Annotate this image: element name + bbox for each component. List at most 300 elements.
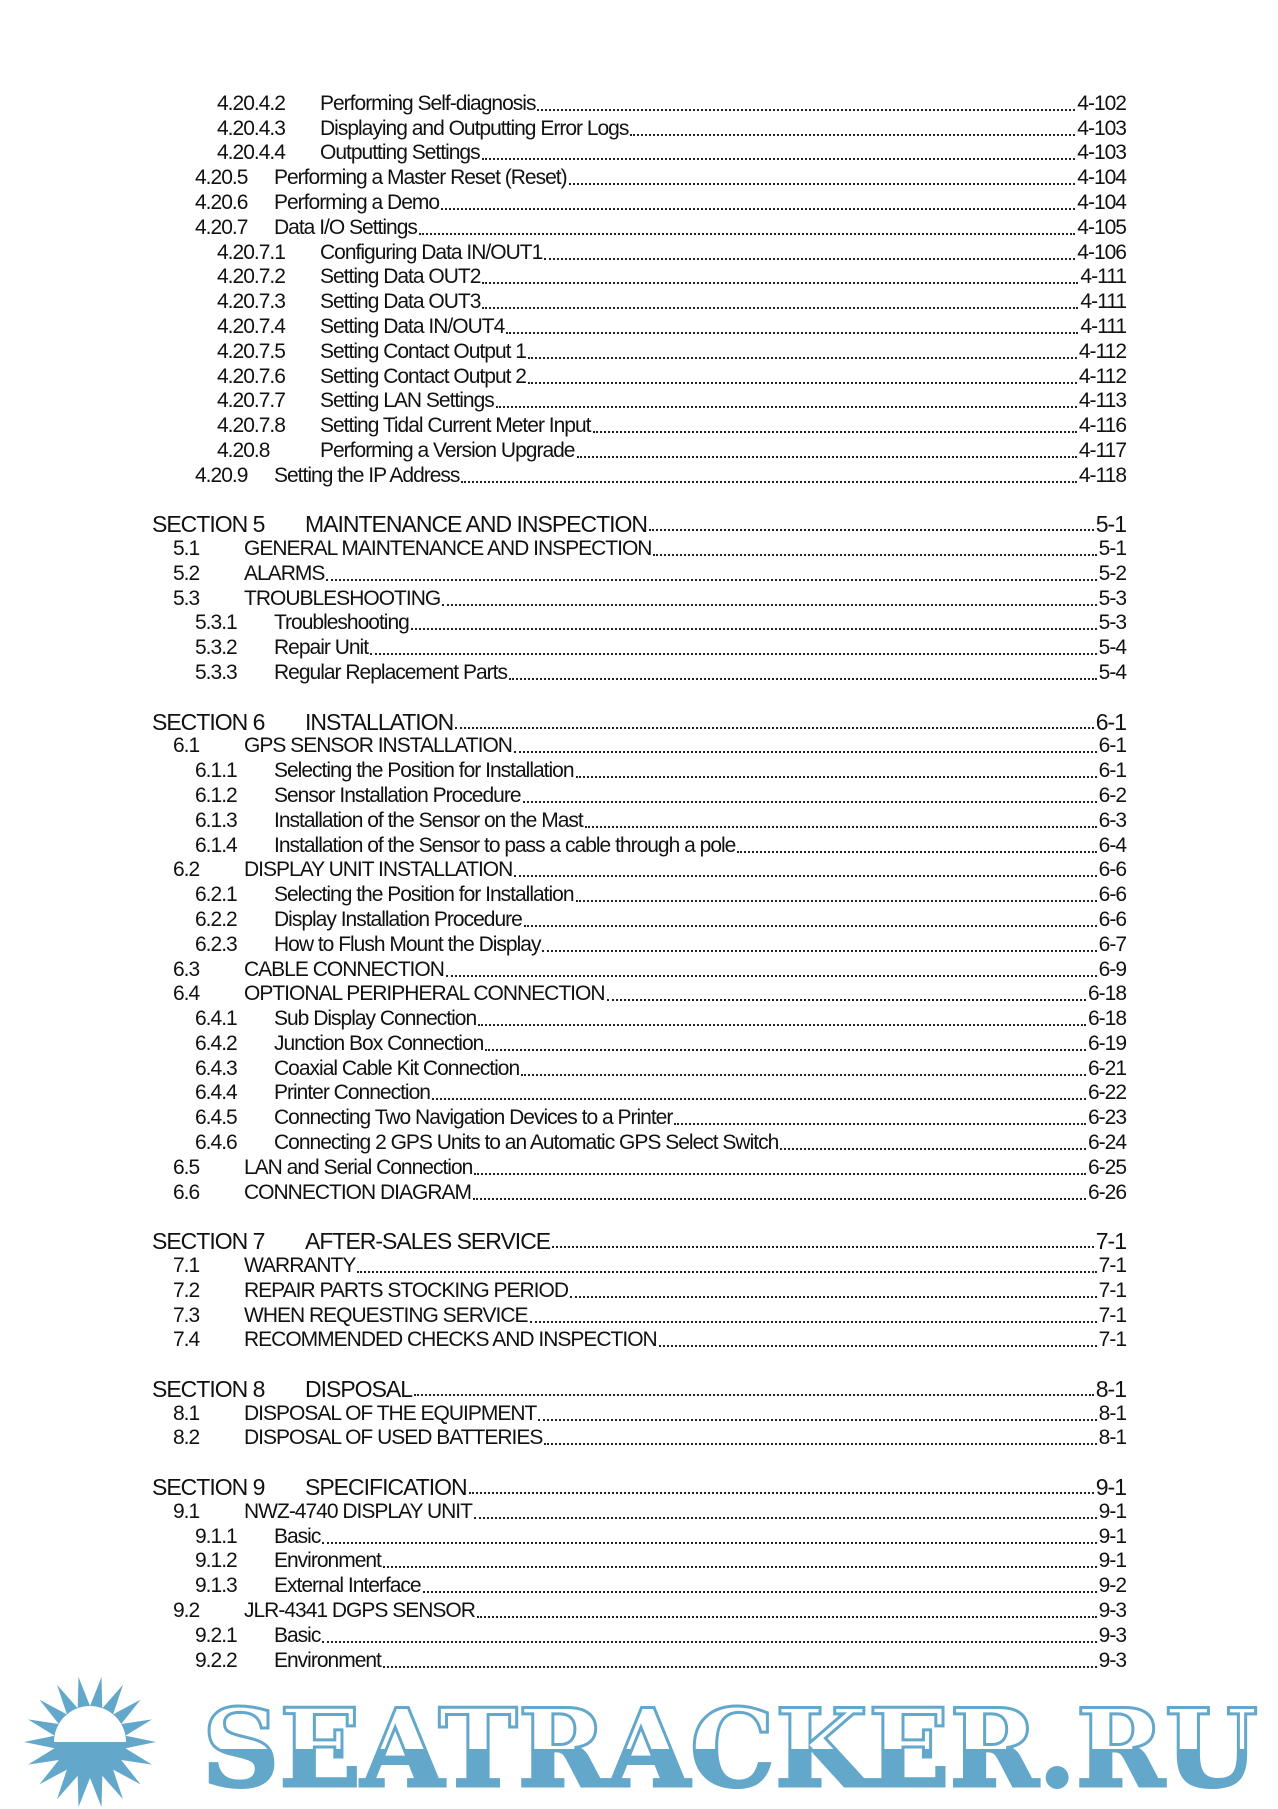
entry-page: 6-19 <box>1087 1031 1126 1055</box>
entry-number: 4.20.7.4 <box>217 314 285 338</box>
dot-leader <box>537 109 1075 111</box>
dot-leader <box>542 950 1096 952</box>
entry-title: How to Flush Mount the Display <box>274 932 541 956</box>
dot-leader <box>473 1198 1086 1200</box>
watermark-text: SEATRACKER.RU <box>202 1686 1258 1809</box>
entry-title: Setting Contact Output 1 <box>320 339 526 363</box>
entry-page: 9-1 <box>1098 1524 1126 1548</box>
entry-title: Performing a Version Upgrade <box>320 438 575 462</box>
toc-entry[interactable] <box>0 313 1278 338</box>
toc-entry[interactable] <box>0 881 1278 906</box>
toc-section-group <box>0 707 1278 1204</box>
entry-title: Selecting the Position for Installation <box>274 759 574 783</box>
toc-entry[interactable] <box>0 288 1278 313</box>
entry-title: Display Installation Procedure <box>274 907 522 931</box>
dot-leader <box>585 826 1097 828</box>
entry-page: 4-104 <box>1077 166 1126 190</box>
dot-leader <box>322 1542 1096 1544</box>
entry-page: 8-1 <box>1098 1426 1126 1450</box>
dot-leader <box>411 628 1097 630</box>
entry-number: 6.4.1 <box>195 1007 237 1031</box>
toc-entry[interactable] <box>0 535 1278 560</box>
entry-page: 4-113 <box>1078 389 1126 413</box>
toc-entry[interactable] <box>0 807 1278 832</box>
entry-page: 5-2 <box>1098 561 1126 585</box>
entry-page: 4-116 <box>1078 414 1126 438</box>
entry-number: 4.20.7.7 <box>217 389 285 413</box>
entry-page: 7-1 <box>1095 1228 1126 1255</box>
toc-entry[interactable] <box>0 1104 1278 1129</box>
toc-entry[interactable] <box>0 1425 1278 1450</box>
entry-title: CONNECTION DIAGRAM <box>244 1180 472 1204</box>
toc-entry[interactable] <box>0 338 1278 363</box>
entry-title: RECOMMENDED CHECKS AND INSPECTION <box>244 1328 657 1352</box>
entry-number: 6.4.2 <box>195 1031 237 1055</box>
toc-entry[interactable] <box>0 1252 1278 1277</box>
entry-title: LAN and Serial Connection <box>244 1155 473 1179</box>
entry-number: 6.6 <box>173 1180 200 1204</box>
dot-leader <box>538 1419 1096 1421</box>
dot-leader <box>521 1074 1086 1076</box>
entry-number: 4.20.7.6 <box>217 364 285 388</box>
dot-leader <box>524 925 1097 927</box>
entry-number: 9.1.2 <box>195 1549 237 1573</box>
entry-page: 5-4 <box>1098 636 1126 660</box>
toc-entry[interactable] <box>0 437 1278 462</box>
entry-title: Installation of the Sensor on the Mast <box>274 808 583 832</box>
entry-page: 6-6 <box>1098 907 1126 931</box>
entry-page: 6-22 <box>1087 1081 1126 1105</box>
entry-number: 6.2 <box>173 858 200 882</box>
dot-leader <box>482 282 1078 284</box>
entry-number: 6.5 <box>173 1155 200 1179</box>
toc-section-entry[interactable] <box>0 707 1278 733</box>
dot-leader <box>523 801 1097 803</box>
entry-number: 6.3 <box>173 957 200 981</box>
dot-leader <box>469 1492 1094 1494</box>
dot-leader <box>737 851 1096 853</box>
dot-leader <box>496 406 1077 408</box>
entry-title: INSTALLATION <box>305 708 454 735</box>
toc-entry[interactable] <box>0 1597 1278 1622</box>
dot-leader <box>514 875 1096 877</box>
entry-number: 6.1.1 <box>195 759 237 783</box>
entry-title: Setting the IP Address <box>274 463 460 487</box>
entry-title: Sub Display Connection <box>274 1007 477 1031</box>
entry-title: Configuring Data IN/OUT1 <box>320 240 543 264</box>
entry-title: Junction Box Connection <box>274 1031 484 1055</box>
entry-page: 5-3 <box>1098 586 1126 610</box>
entry-number: 6.4.5 <box>195 1106 237 1130</box>
entry-number: 6.2.1 <box>195 883 237 907</box>
toc-entry[interactable] <box>0 1572 1278 1597</box>
entry-number: SECTION 5 <box>152 511 265 538</box>
entry-title: DISPOSAL <box>305 1375 413 1402</box>
entry-number: 6.2.2 <box>195 907 237 931</box>
toc-section-entry[interactable] <box>0 1374 1278 1400</box>
toc-entry[interactable] <box>0 610 1278 635</box>
dot-leader <box>509 678 1097 680</box>
toc-section-group <box>0 509 1278 684</box>
dot-leader <box>607 999 1086 1001</box>
entry-page: 4-103 <box>1077 116 1126 140</box>
entry-page: 9-1 <box>1098 1549 1126 1573</box>
entry-title: Connecting 2 GPS Units to an Automatic GPS Select Switch <box>274 1131 779 1155</box>
entry-page: 5-1 <box>1095 511 1126 538</box>
dot-leader <box>446 975 1097 977</box>
dot-leader <box>485 1049 1086 1051</box>
entry-number: 5.3.2 <box>195 636 237 660</box>
toc-entry[interactable] <box>0 462 1278 487</box>
entry-title: Performing a Demo <box>274 190 440 214</box>
entry-title: SPECIFICATION <box>305 1473 467 1500</box>
dot-leader <box>442 604 1096 606</box>
dot-leader <box>322 1641 1096 1643</box>
toc-entry[interactable] <box>0 1154 1278 1179</box>
entry-number: SECTION 8 <box>152 1375 265 1402</box>
entry-page: 4-105 <box>1077 215 1126 239</box>
entry-title: Installation of the Sensor to pass a cable through a pole <box>274 833 736 857</box>
dot-leader <box>414 1394 1094 1396</box>
entry-title: Performing Self-diagnosis <box>320 91 536 115</box>
toc-entry[interactable] <box>0 90 1278 115</box>
entry-title: Printer Connection <box>274 1081 430 1105</box>
entry-number: 6.4.3 <box>195 1056 237 1080</box>
entry-number: 4.20.7.5 <box>217 339 285 363</box>
entry-title: OPTIONAL PERIPHERAL CONNECTION <box>244 982 605 1006</box>
entry-title: Coaxial Cable Kit Connection <box>274 1056 520 1080</box>
toc-entry[interactable] <box>0 239 1278 264</box>
entry-page: 6-1 <box>1098 734 1126 758</box>
toc-entry[interactable] <box>0 1523 1278 1548</box>
dot-leader <box>506 332 1078 334</box>
entry-title: CABLE CONNECTION <box>244 957 444 981</box>
entry-title: Basic <box>274 1623 321 1647</box>
entry-page: 6-9 <box>1098 957 1126 981</box>
toc-section-group <box>0 1226 1278 1351</box>
toc-entry[interactable] <box>0 189 1278 214</box>
entry-number: 6.4 <box>173 982 200 1006</box>
dot-leader <box>528 382 1077 384</box>
entry-page: 7-1 <box>1098 1253 1126 1277</box>
entry-page: 6-23 <box>1087 1106 1126 1130</box>
entry-number: 4.20.7.2 <box>217 265 285 289</box>
entry-number: 8.2 <box>173 1426 200 1450</box>
entry-title: TROUBLESHOOTING <box>244 586 441 610</box>
entry-number: 4.20.7.3 <box>217 290 285 314</box>
toc-entry[interactable] <box>0 363 1278 388</box>
entry-title: ALARMS <box>244 561 325 585</box>
entry-title: Setting Data IN/OUT4 <box>320 314 505 338</box>
entry-page: 6-7 <box>1098 932 1126 956</box>
entry-page: 4-111 <box>1080 314 1126 338</box>
entry-title: Environment <box>274 1549 381 1573</box>
entry-title: Setting Contact Output 2 <box>320 364 526 388</box>
toc-section-entry[interactable] <box>0 509 1278 538</box>
dot-leader <box>659 1345 1097 1347</box>
toc-entry[interactable] <box>0 634 1278 659</box>
entry-page: 4-112 <box>1078 339 1126 363</box>
entry-page: 9-3 <box>1098 1623 1126 1647</box>
toc-entry[interactable] <box>0 981 1278 1006</box>
dot-leader <box>474 1517 1097 1519</box>
entry-page: 9-2 <box>1098 1574 1126 1598</box>
entry-page: 6-24 <box>1087 1131 1126 1155</box>
toc-entry[interactable] <box>0 1055 1278 1080</box>
entry-page: 9-1 <box>1098 1499 1126 1523</box>
entry-title: Basic <box>274 1524 321 1548</box>
entry-number: 4.20.7.1 <box>217 240 285 264</box>
entry-page: 9-3 <box>1098 1598 1126 1622</box>
toc-entry[interactable] <box>0 1277 1278 1302</box>
entry-page: 4-106 <box>1077 240 1126 264</box>
toc-entry[interactable] <box>0 412 1278 437</box>
entry-title: WARRANTY <box>244 1253 356 1277</box>
dot-leader <box>482 158 1076 160</box>
dot-leader <box>383 1566 1097 1568</box>
dot-leader <box>383 1666 1097 1668</box>
toc-entry[interactable] <box>0 857 1278 882</box>
dot-leader <box>530 1321 1097 1323</box>
dot-leader <box>593 431 1077 433</box>
entry-page: 5-3 <box>1098 611 1126 635</box>
toc-entry[interactable] <box>0 782 1278 807</box>
toc-entry[interactable] <box>0 906 1278 931</box>
entry-page: 9-3 <box>1098 1648 1126 1672</box>
entry-page: 9-1 <box>1095 1473 1126 1500</box>
toc-entry[interactable] <box>0 1622 1278 1647</box>
dot-leader <box>326 579 1096 581</box>
entry-title: Repair Unit <box>274 636 369 660</box>
entry-title: DISPOSAL OF USED BATTERIES <box>244 1426 543 1450</box>
entry-page: 6-6 <box>1098 883 1126 907</box>
entry-page: 6-1 <box>1098 759 1126 783</box>
entry-number: 9.1 <box>173 1499 200 1523</box>
entry-title: Sensor Installation Procedure <box>274 783 521 807</box>
toc-entry[interactable] <box>0 164 1278 189</box>
dot-leader <box>474 1173 1086 1175</box>
toc-entry[interactable] <box>0 832 1278 857</box>
entry-number: 6.1.3 <box>195 808 237 832</box>
entry-number: 6.1.4 <box>195 833 237 857</box>
sun-logo-icon <box>24 1677 156 1807</box>
entry-number: 9.1.1 <box>195 1524 237 1548</box>
dot-leader <box>455 727 1094 729</box>
dot-leader <box>653 554 1096 556</box>
entry-page: 5-4 <box>1098 661 1126 685</box>
toc-entry[interactable] <box>0 1302 1278 1327</box>
entry-title: NWZ-4740 DISPLAY UNIT <box>244 1499 472 1523</box>
entry-number: 5.2 <box>173 561 200 585</box>
toc-section-group <box>0 1374 1278 1450</box>
entry-title: Performing a Master Reset (Reset) <box>274 166 567 190</box>
entry-page: 7-1 <box>1098 1278 1126 1302</box>
entry-number: 4.20.8 <box>217 438 270 462</box>
toc-section-entry[interactable] <box>0 1472 1278 1498</box>
entry-page: 7-1 <box>1098 1328 1126 1352</box>
dot-leader <box>482 307 1078 309</box>
entry-number: 6.4.6 <box>195 1131 237 1155</box>
dot-leader <box>577 456 1077 458</box>
toc-entry[interactable] <box>0 560 1278 585</box>
dot-leader <box>569 183 1076 185</box>
entry-number: SECTION 9 <box>152 1473 265 1500</box>
entry-title: DISPLAY UNIT INSTALLATION <box>244 858 513 882</box>
dot-leader <box>570 1296 1097 1298</box>
entry-page: 8-1 <box>1095 1375 1126 1402</box>
toc-entry[interactable] <box>0 757 1278 782</box>
entry-title: Setting Data OUT3 <box>320 290 481 314</box>
toc-entry[interactable] <box>0 1548 1278 1573</box>
entry-title: Setting LAN Settings <box>320 389 494 413</box>
entry-number: 7.4 <box>173 1328 200 1352</box>
dot-leader <box>576 776 1097 778</box>
dot-leader <box>630 134 1075 136</box>
toc-entry[interactable] <box>0 264 1278 289</box>
toc-entry[interactable] <box>0 214 1278 239</box>
entry-number: 5.3 <box>173 586 200 610</box>
toc-section-group <box>0 90 1278 487</box>
dot-leader <box>649 529 1094 531</box>
toc-entry[interactable] <box>0 956 1278 981</box>
entry-number: 4.20.4.4 <box>217 141 285 165</box>
entry-number: 4.20.7 <box>195 215 248 239</box>
entry-number: 6.1.2 <box>195 783 237 807</box>
entry-page: 4-118 <box>1078 463 1126 487</box>
entry-number: 4.20.9 <box>195 463 248 487</box>
entry-page: 6-26 <box>1087 1180 1126 1204</box>
toc-entry[interactable] <box>0 1005 1278 1030</box>
entry-number: 8.1 <box>173 1401 200 1425</box>
dot-leader <box>419 233 1075 235</box>
entry-title: Setting Data OUT2 <box>320 265 481 289</box>
toc-entry[interactable] <box>0 1647 1278 1672</box>
toc-entry[interactable] <box>0 1179 1278 1204</box>
entry-page: 6-21 <box>1087 1056 1126 1080</box>
entry-page: 4-104 <box>1077 190 1126 214</box>
entry-number: 9.2.1 <box>195 1623 237 1647</box>
dot-leader <box>432 1098 1086 1100</box>
entry-page: 6-18 <box>1087 982 1126 1006</box>
entry-number: 9.2 <box>173 1598 200 1622</box>
entry-page: 4-111 <box>1080 290 1126 314</box>
entry-number: SECTION 7 <box>152 1228 265 1255</box>
entry-title: Regular Replacement Parts <box>274 661 507 685</box>
entry-page: 4-103 <box>1077 141 1126 165</box>
entry-number: 7.2 <box>173 1278 200 1302</box>
entry-number: 4.20.5 <box>195 166 248 190</box>
entry-title: AFTER-SALES SERVICE <box>305 1228 551 1255</box>
toc-entry[interactable] <box>0 1498 1278 1523</box>
entry-title: Outputting Settings <box>320 141 480 165</box>
entry-page: 7-1 <box>1098 1303 1126 1327</box>
dot-leader <box>477 1616 1097 1618</box>
entry-title: JLR-4341 DGPS SENSOR <box>244 1598 475 1622</box>
entry-number: 6.4.4 <box>195 1081 237 1105</box>
dot-leader <box>528 357 1077 359</box>
entry-number: 9.2.2 <box>195 1648 237 1672</box>
entry-number: 6.1 <box>173 734 200 758</box>
seatracker-watermark <box>0 1674 1278 1809</box>
entry-title: WHEN REQUESTING SERVICE <box>244 1303 528 1327</box>
entry-number: 4.20.4.2 <box>217 91 285 115</box>
entry-title: Displaying and Outputting Error Logs <box>320 116 629 140</box>
toc-entry[interactable] <box>0 140 1278 165</box>
entry-title: Environment <box>274 1648 381 1672</box>
entry-page: 4-102 <box>1077 91 1126 115</box>
entry-page: 4-111 <box>1080 265 1126 289</box>
entry-title: DISPOSAL OF THE EQUIPMENT <box>244 1401 537 1425</box>
dot-leader <box>441 208 1075 210</box>
entry-number: 4.20.6 <box>195 190 248 214</box>
entry-number: 4.20.4.3 <box>217 116 285 140</box>
dot-leader <box>357 1271 1096 1273</box>
entry-title: Troubleshooting <box>274 611 409 635</box>
table-of-contents <box>0 90 1278 1672</box>
entry-page: 6-25 <box>1087 1155 1126 1179</box>
entry-number: 5.1 <box>173 537 200 561</box>
entry-page: 6-6 <box>1098 858 1126 882</box>
toc-entry[interactable] <box>0 1400 1278 1425</box>
entry-page: 4-112 <box>1078 364 1126 388</box>
toc-entry[interactable] <box>0 659 1278 684</box>
entry-title: GPS SENSOR INSTALLATION <box>244 734 512 758</box>
dot-leader <box>552 1246 1094 1248</box>
toc-entry[interactable] <box>0 1327 1278 1352</box>
entry-number: 4.20.7.8 <box>217 414 285 438</box>
dot-leader <box>370 653 1097 655</box>
toc-section-group <box>0 1472 1278 1672</box>
toc-entry[interactable] <box>0 1030 1278 1055</box>
dot-leader <box>576 900 1097 902</box>
entry-title: Data I/O Settings <box>274 215 417 239</box>
toc-entry[interactable] <box>0 1129 1278 1154</box>
entry-page: 6-1 <box>1095 708 1126 735</box>
toc-entry[interactable] <box>0 115 1278 140</box>
toc-entry[interactable] <box>0 733 1278 758</box>
entry-number: 5.3.3 <box>195 661 237 685</box>
entry-page: 6-2 <box>1098 783 1126 807</box>
dot-leader <box>780 1148 1086 1150</box>
entry-number: 7.1 <box>173 1253 200 1277</box>
dot-leader <box>674 1123 1086 1125</box>
entry-page: 8-1 <box>1098 1401 1126 1425</box>
toc-entry[interactable] <box>0 585 1278 610</box>
dot-leader <box>478 1024 1086 1026</box>
entry-title: Connecting Two Navigation Devices to a Printer <box>274 1106 673 1130</box>
toc-entry[interactable] <box>0 1080 1278 1105</box>
entry-page: 5-1 <box>1098 537 1126 561</box>
entry-title: Setting Tidal Current Meter Input <box>320 414 591 438</box>
entry-number: 6.2.3 <box>195 932 237 956</box>
entry-title: REPAIR PARTS STOCKING PERIOD <box>244 1278 569 1302</box>
entry-number: SECTION 6 <box>152 708 265 735</box>
entry-page: 6-18 <box>1087 1007 1126 1031</box>
dot-leader <box>423 1591 1097 1593</box>
entry-title: MAINTENANCE AND INSPECTION <box>305 511 648 538</box>
dot-leader <box>461 481 1076 483</box>
entry-page: 4-117 <box>1078 438 1126 462</box>
entry-title: GENERAL MAINTENANCE AND INSPECTION <box>244 537 652 561</box>
toc-section-entry[interactable] <box>0 1226 1278 1255</box>
entry-title: Selecting the Position for Installation <box>274 883 574 907</box>
entry-number: 5.3.1 <box>195 611 237 635</box>
toc-entry[interactable] <box>0 388 1278 413</box>
entry-page: 6-4 <box>1098 833 1126 857</box>
entry-number: 9.1.3 <box>195 1574 237 1598</box>
entry-title: External Interface <box>274 1574 421 1598</box>
toc-entry[interactable] <box>0 931 1278 956</box>
